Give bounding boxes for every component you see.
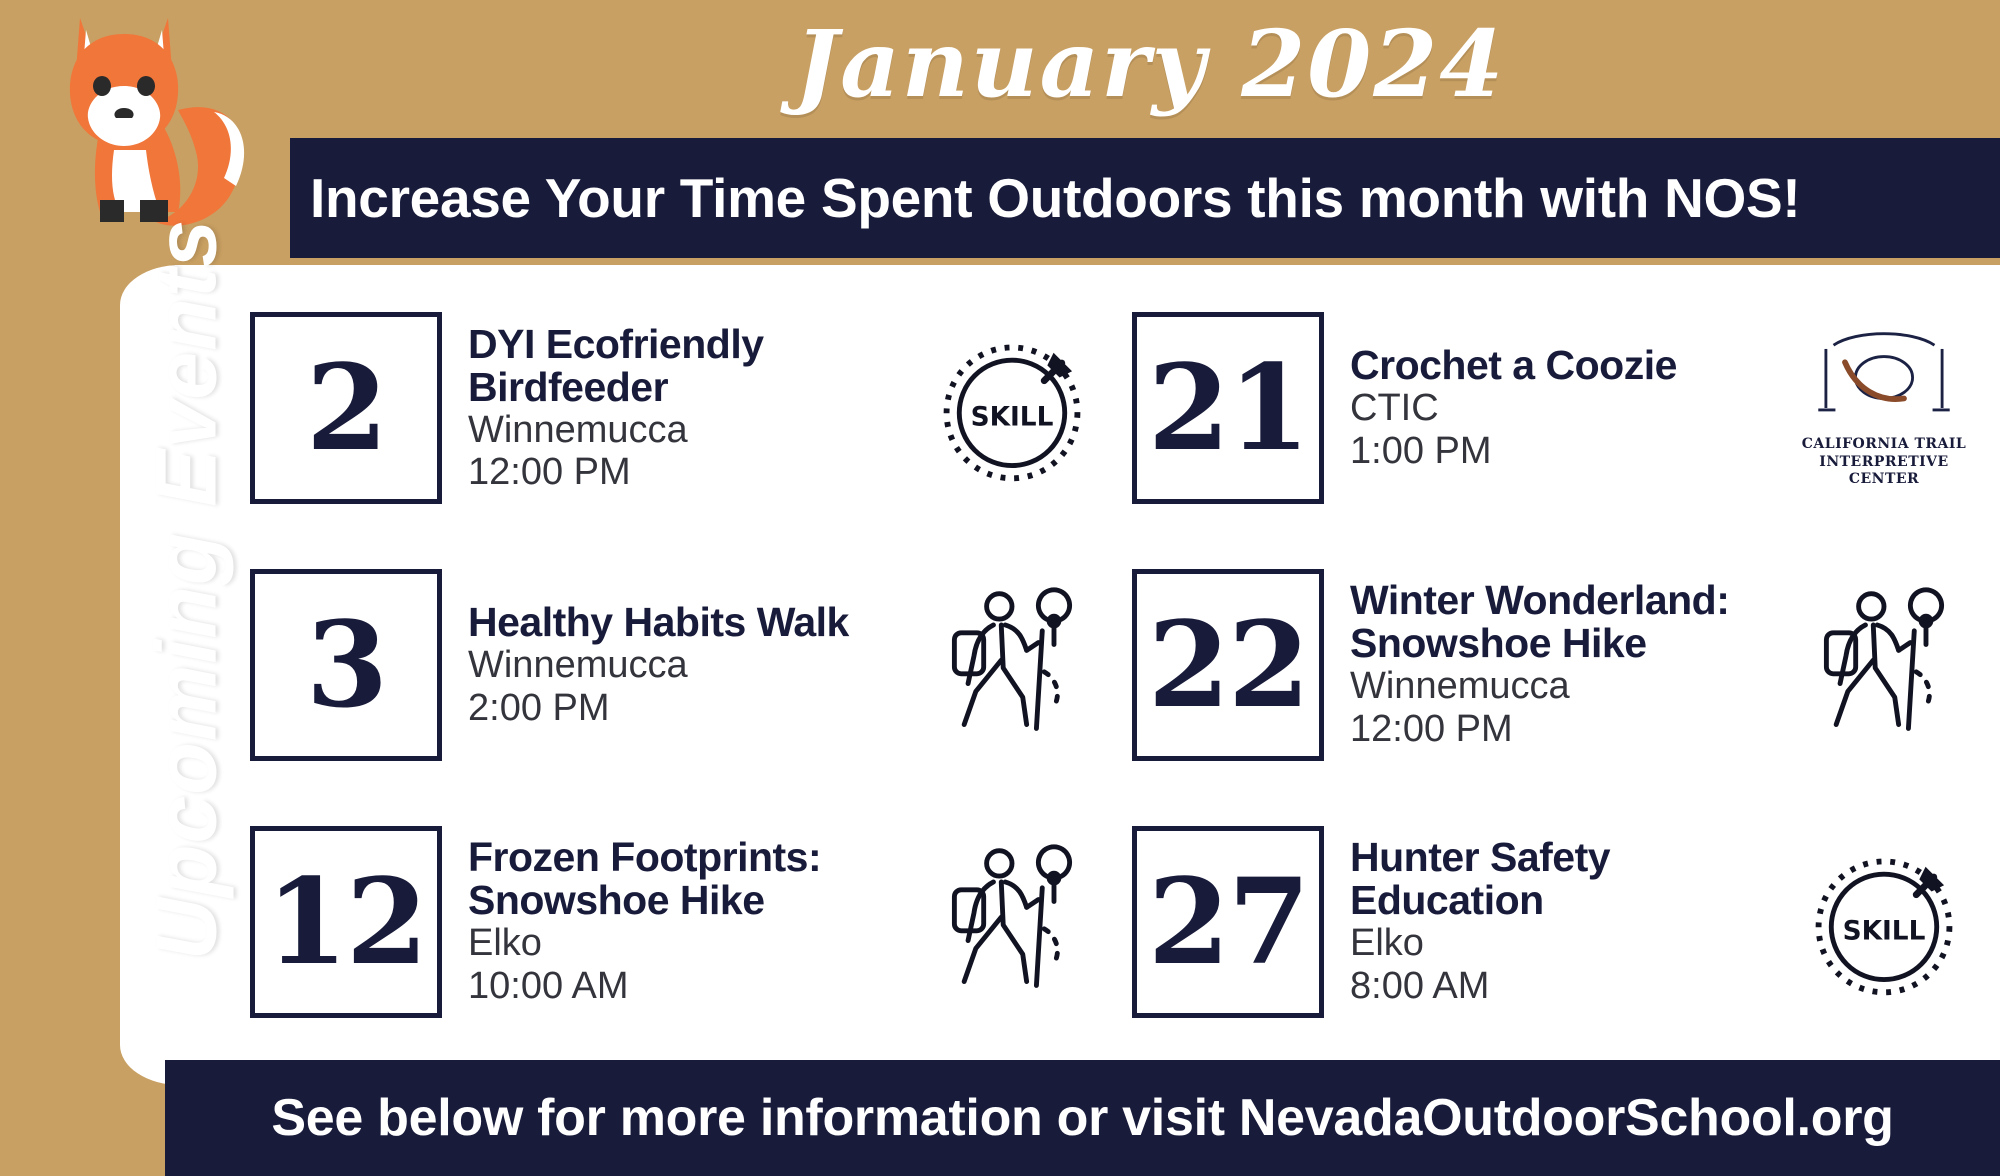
ctic-logo-icon <box>1784 318 1984 498</box>
hiker-icon <box>912 832 1112 1012</box>
event-details <box>468 598 908 729</box>
event-details <box>1350 836 1780 1007</box>
event-details <box>1350 344 1780 472</box>
event-location: Winnemucca <box>468 643 688 686</box>
event-day: 22 <box>1147 594 1309 734</box>
event-details <box>1350 579 1780 750</box>
event-day: 2 <box>305 338 387 478</box>
headline-banner <box>290 138 2000 258</box>
event-date-box <box>250 312 442 504</box>
hiker-icon <box>912 575 1112 755</box>
event-day: 27 <box>1147 851 1309 991</box>
upcoming-events-label: Upcoming Events <box>138 218 235 961</box>
footer-banner <box>165 1060 2000 1176</box>
event-item <box>250 537 1112 794</box>
skill-badge-icon <box>1784 832 1984 1012</box>
event-details <box>468 320 908 494</box>
skill-badge-icon <box>912 318 1112 498</box>
event-date-box <box>250 826 442 1018</box>
event-date-box <box>1132 312 1324 504</box>
ctic-caption-line1: CALIFORNIA TRAIL <box>1801 436 1967 453</box>
event-date-box <box>1132 569 1324 761</box>
page-title: January 2024 <box>794 10 1506 118</box>
event-day: 12 <box>265 851 427 991</box>
event-day: 21 <box>1147 338 1309 478</box>
footer-text: See below for more information or visit NevadaOutdoorSchool.org <box>271 1089 1894 1147</box>
event-date-box <box>1132 826 1324 1018</box>
event-time: 10:00 AM <box>468 964 629 1007</box>
event-title: Frozen Footprints: Snowshoe Hike <box>468 834 822 924</box>
event-item <box>250 280 1112 537</box>
event-time: 12:00 PM <box>468 451 631 494</box>
event-title: Crochet a Coozie <box>1350 342 1677 389</box>
event-title: Hunter Safety Education <box>1350 834 1611 924</box>
skill-badge-text: SKILL <box>1842 916 1926 947</box>
event-item <box>250 793 1112 1050</box>
events-grid <box>250 280 1980 1050</box>
event-time: 8:00 AM <box>1350 964 1490 1007</box>
event-location: Winnemucca <box>468 408 688 451</box>
event-item <box>1132 793 1984 1050</box>
event-time: 1:00 PM <box>1350 429 1492 472</box>
event-title: Healthy Habits Walk <box>468 598 849 645</box>
event-title: DYI Ecofriendly Birdfeeder <box>468 320 764 410</box>
event-location: Winnemucca <box>1350 665 1570 708</box>
skill-badge-text: SKILL <box>970 402 1054 433</box>
event-date-box <box>250 569 442 761</box>
event-item <box>1132 537 1984 794</box>
event-time: 12:00 PM <box>1350 708 1513 751</box>
event-item <box>1132 280 1984 537</box>
ctic-caption-line2: INTERPRETIVE CENTER <box>1819 453 1949 488</box>
headline-text: Increase Your Time Spent Outdoors this month with NOS! <box>310 167 1801 229</box>
event-location: Elko <box>468 922 542 965</box>
event-location: Elko <box>1350 922 1424 965</box>
event-time: 2:00 PM <box>468 686 610 729</box>
event-details <box>468 836 908 1007</box>
event-day: 3 <box>305 594 387 734</box>
event-location: CTIC <box>1350 387 1439 430</box>
hiker-icon <box>1784 575 1984 755</box>
event-title: Winter Wonderland: Snowshoe Hike <box>1350 577 1730 667</box>
